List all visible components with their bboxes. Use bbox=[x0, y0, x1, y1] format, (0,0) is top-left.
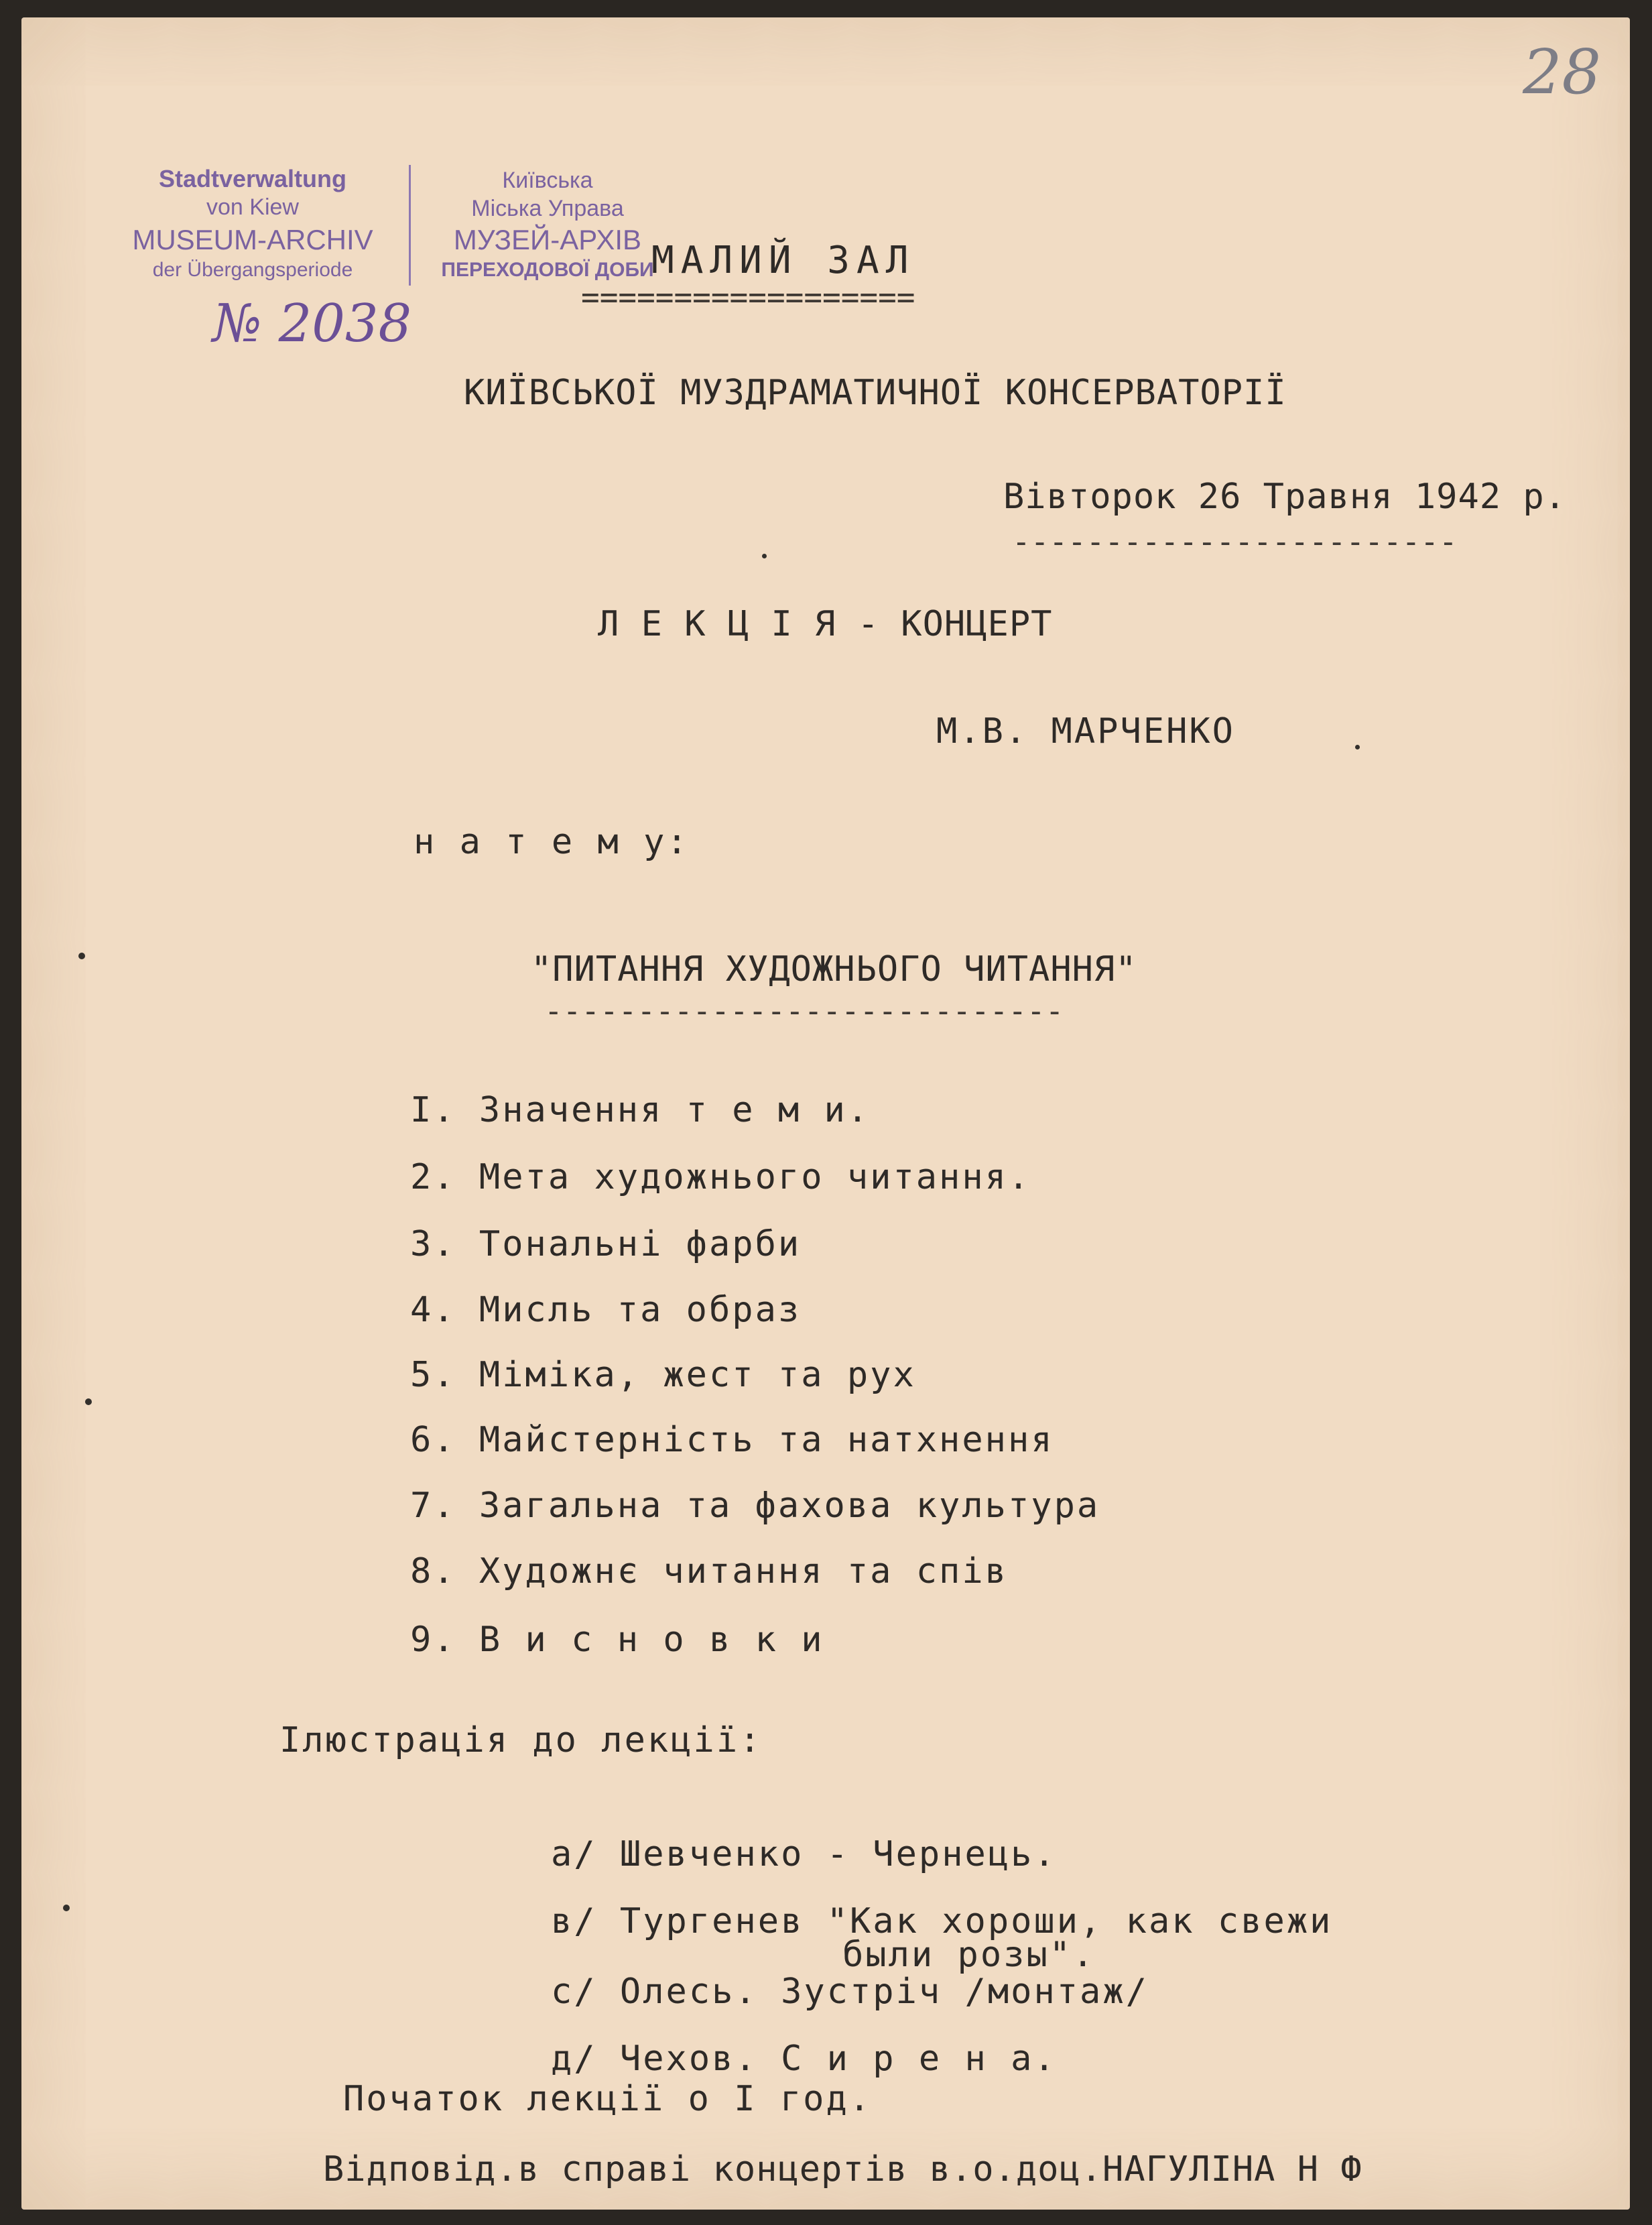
event-type: Л Е К Ц І Я - КОНЦЕРТ bbox=[598, 604, 1053, 644]
topic-title: "ПИТАННЯ ХУДОЖНЬОГО ЧИТАННЯ" bbox=[531, 949, 1137, 989]
stamp-de-line-4: der Übergangsperiode bbox=[152, 259, 353, 281]
illustration-item: а/ Шевченко - Чернець. bbox=[551, 1834, 1057, 1874]
illustration-item-continuation: были розы". bbox=[842, 1935, 1096, 1975]
paper-speck bbox=[1355, 745, 1360, 749]
topic-intro: н а т е м у: bbox=[414, 822, 690, 862]
event-date-underline: ------------------------ bbox=[1012, 524, 1458, 560]
lecturer-name: М.В. МАРЧЕНКО bbox=[936, 711, 1235, 751]
outline-item: 5. Міміка, жест та рух bbox=[410, 1355, 916, 1395]
illustration-item: в/ Тургенев "Как хороши, как свежи bbox=[551, 1901, 1333, 1941]
illustration-item: д/ Чехов. С и р е н а. bbox=[551, 2039, 1057, 2079]
outline-item: І. Значення т е м и. bbox=[410, 1090, 871, 1130]
paper-speck bbox=[762, 554, 767, 558]
stamp-de-line-2: von Kiew bbox=[206, 194, 299, 220]
lecture-start-time: Початок лекції о І год. bbox=[343, 2079, 873, 2119]
outline-item: 3. Тональні фарби bbox=[410, 1224, 802, 1264]
document-page bbox=[21, 17, 1630, 2210]
paper-speck bbox=[85, 1398, 92, 1405]
outline-item: 9. В и с н о в к и bbox=[410, 1620, 824, 1660]
outline-item: 8. Художнє читання та спів bbox=[410, 1551, 1008, 1591]
paper-speck bbox=[78, 953, 85, 959]
outline-item: 7. Загальна та фахова культура bbox=[410, 1486, 1100, 1526]
responsible-person: Відповід.в справі концертів в.о.доц.НАГУЛІНА Н Ф bbox=[323, 2149, 1362, 2189]
hall-title: МАЛИЙ ЗАЛ bbox=[651, 239, 915, 282]
outline-item: 6. Майстерність та натхнення bbox=[410, 1420, 1054, 1460]
topic-title-underline: ---------------------------- bbox=[544, 993, 1064, 1029]
paper-speck bbox=[63, 1905, 70, 1911]
institution-name: КИЇВСЬКОЇ МУЗДРАМАТИЧНОЇ КОНСЕРВАТОРІЇ bbox=[464, 373, 1287, 413]
stamp-de-line-3: MUSEUM-ARCHIV bbox=[132, 224, 373, 255]
archive-number: № 2038 bbox=[212, 294, 412, 354]
illustration-item: с/ Олесь. Зустріч /монтаж/ bbox=[551, 1972, 1149, 2012]
hall-title-underline: ================== bbox=[581, 279, 915, 315]
stamp-ua-line-2: Міська Управа bbox=[471, 196, 624, 221]
stamp-ua-line-1: Київська bbox=[502, 168, 593, 193]
event-date: Вівторок 26 Травня 1942 р. bbox=[1003, 477, 1566, 517]
stamp-divider bbox=[409, 165, 411, 286]
museum-archive-stamp bbox=[95, 158, 698, 292]
stamp-ua-line-3: МУЗЕЙ-АРХІВ bbox=[453, 224, 642, 255]
outline-item: 2. Мета художнього читання. bbox=[410, 1157, 1031, 1197]
illustrations-heading: Ілюстрація до лекції: bbox=[279, 1720, 763, 1760]
page-number: 28 bbox=[1523, 36, 1602, 108]
stamp-de-line-1: Stadtverwaltung bbox=[158, 165, 347, 192]
outline-item: 4. Мисль та образ bbox=[410, 1290, 802, 1330]
stamp-ua-line-4: ПЕРЕХОДОВОЇ ДОБИ bbox=[441, 259, 654, 281]
